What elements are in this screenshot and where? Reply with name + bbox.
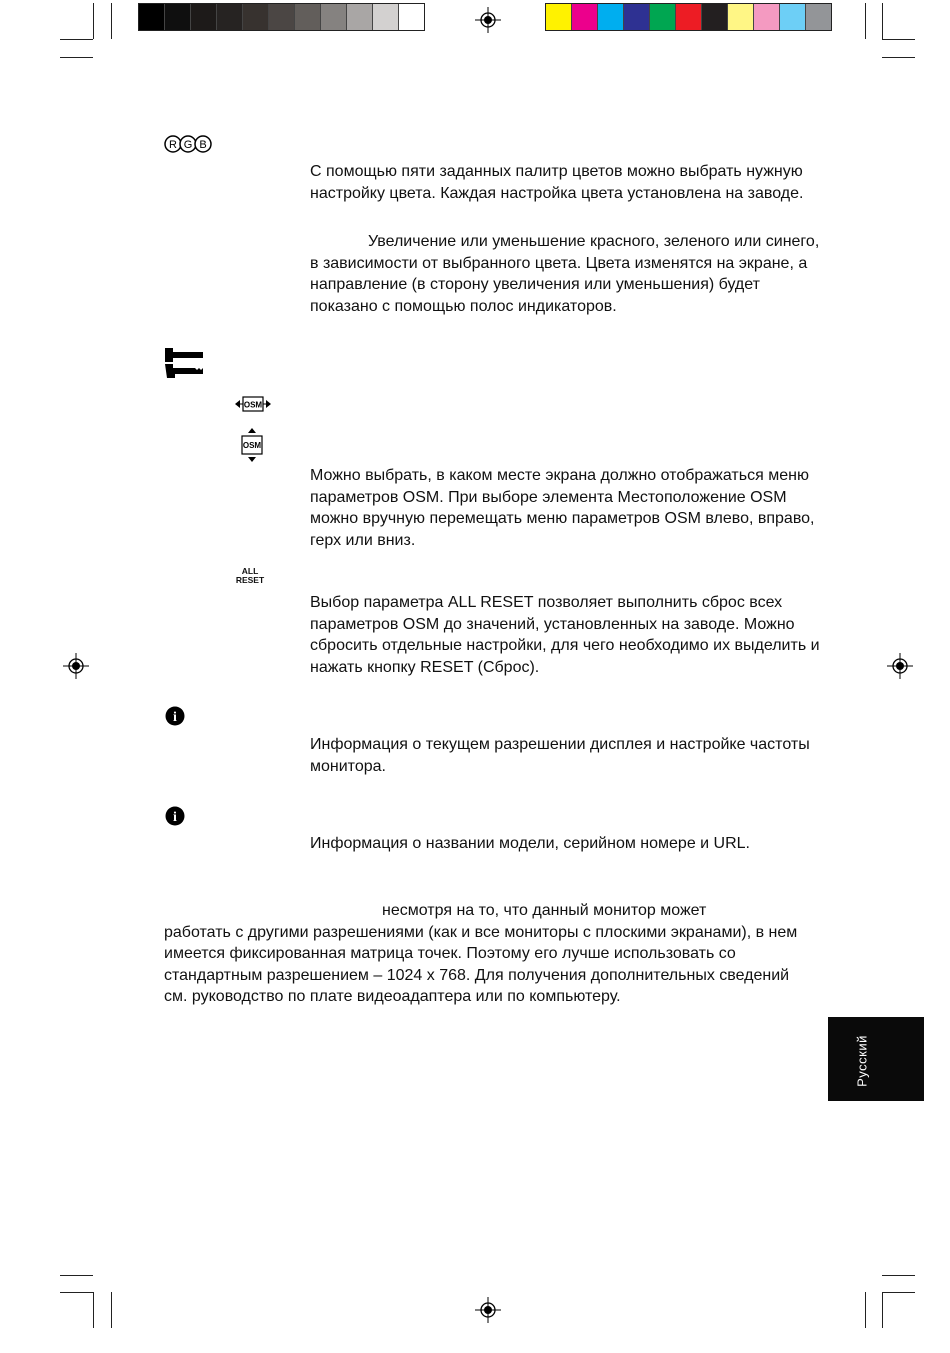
info-icon	[165, 706, 185, 726]
registration-mark-icon	[63, 653, 89, 679]
osm-horizontal-position-icon	[235, 395, 271, 413]
color-swatch	[597, 4, 623, 30]
svg-text:i: i	[173, 810, 177, 825]
rgb-presets-description: С помощью пяти заданных палитр цветов можно выбрать нужную настройку цвета. Каждая настройка цвета установлена на заводе.	[310, 163, 804, 202]
registration-mark-icon	[475, 7, 501, 33]
osm-vertical-position-icon	[241, 428, 263, 462]
info-icon	[165, 806, 185, 826]
color-swatch	[320, 4, 346, 30]
color-swatch	[242, 4, 268, 30]
color-swatch	[675, 4, 701, 30]
color-swatch	[164, 4, 190, 30]
svg-text:R: R	[169, 139, 177, 151]
all-reset-icon: ALL RESET	[235, 566, 265, 585]
language-tab	[828, 1017, 924, 1101]
rgb-icon	[164, 134, 212, 154]
registration-mark-icon	[475, 1297, 501, 1323]
color-swatch	[398, 4, 424, 30]
color-swatch	[546, 4, 571, 30]
svg-text:OSM: OSM	[243, 400, 263, 410]
display-mode-info-description: Информация о текущем разрешении дисплея и настройке частоты монитора.	[310, 736, 810, 775]
color-swatch	[805, 4, 831, 30]
svg-text:i: i	[173, 710, 177, 725]
color-swatch	[372, 4, 398, 30]
svg-text:B: B	[199, 139, 207, 151]
color-swatch	[649, 4, 675, 30]
color-swatch	[701, 4, 727, 30]
rgb-color-adjust-description: Увеличение или уменьшение красного, зеленого или синего, в зависимости от выбранного цвета. Цвета изменятся на экране, а направление (в сторону увеличения или уменьшения) будет показано с помощью полос индикаторов.	[310, 233, 820, 315]
process-color-bar	[545, 3, 832, 31]
all-reset-description: Выбор параметра ALL RESET позволяет выполнить сброс всех параметров OSM до значений, установленных на заводе. Можно сбросить отдельные настройки, для чего необходимо их выделить и нажать кнопку RESET (Сброс).	[310, 594, 820, 676]
resolution-note: несмотря на то, что данный монитор может работать с другими разрешениями (как и все мониторы с плоскими экранами), в нем имеется фиксированная матрица точек. Поэтому его лучше использовать со стандартным разрешением – 1024 x 768. Для получения дополнительных сведений см. руководство по плате видеоадаптера или по компьютеру.	[164, 902, 798, 1005]
osm-location-description: Можно выбрать, в каком месте экрана должно отображаться меню параметров OSM. При выборе элемента Местоположение OSM можно вручную перемещать меню параметров OSM влево, вправо, герх или вниз.	[310, 467, 815, 549]
color-swatch	[346, 4, 372, 30]
color-swatch	[571, 4, 597, 30]
color-swatch	[753, 4, 779, 30]
color-swatch	[268, 4, 294, 30]
registration-mark-icon	[887, 653, 913, 679]
monitor-info-description: Информация о названии модели, серийном номере и URL.	[310, 835, 750, 852]
color-swatch	[139, 4, 164, 30]
color-swatch	[294, 4, 320, 30]
color-swatch	[727, 4, 753, 30]
color-swatch	[623, 4, 649, 30]
language-tab-label: Русский	[854, 1035, 870, 1087]
color-swatch	[190, 4, 216, 30]
grayscale-color-bar	[138, 3, 425, 31]
wrench-icon	[163, 346, 205, 378]
svg-text:OSM: OSM	[242, 441, 262, 450]
color-swatch	[779, 4, 805, 30]
svg-text:G: G	[183, 139, 193, 151]
color-swatch	[216, 4, 242, 30]
